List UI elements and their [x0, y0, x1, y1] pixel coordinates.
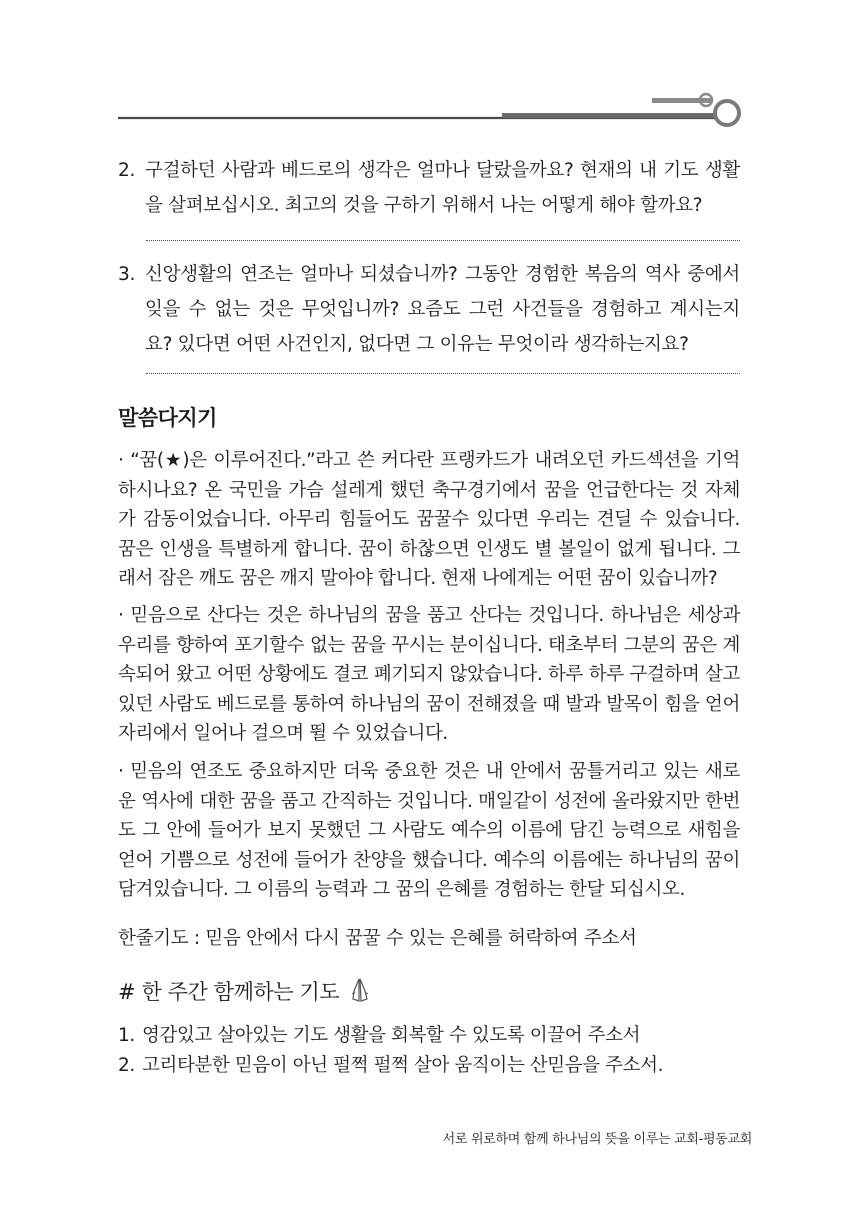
question-number: 2. — [118, 160, 136, 181]
list-item — [118, 1051, 740, 1081]
paragraph-1: · “꿈(★)은 이루어진다.”라고 쓴 커다란 프랭카드가 내려오던 카드섹션을 기억하시나요? 온 국민을 가슴 설레게 했던 축구경기에서 꿈을 언급한다는 것 자체가 감동이었습니다. 아무리 힘들어도 꿈꿀수 있다면 우리는 견딜 수 있습니다. 꿈은 인생을 특별하게 합니다. 꿈이 하찮으면 인생도 별 볼일이 없게 됩니다. 그래서 잠은 깨도 꿈은 깨지 말아야 합니다. 현재 나에게는 어떤 꿈이 있습니까? — [118, 450, 740, 589]
question-text: 구걸하던 사람과 베드로의 생각은 얼마나 달랐을까요? 현재의 내 기도 생활을 살펴보십시오. 최고의 것을 구하기 위해서 나는 어떻게 해야 할까요? — [145, 160, 740, 216]
question-2 — [118, 153, 740, 223]
praying-hands-icon — [350, 977, 370, 1003]
question-text: 신앙생활의 연조는 얼마나 되셨습니까? 그동안 경험한 복음의 역사 중에서 잊을 수 없는 것은 무엇입니까? 요즘도 그런 사건들을 경험하고 계시는지요? 있다면 어떤 사건인지, 없다면 그 이유는 무엇이라 생각하는지요? — [145, 264, 740, 355]
week-prayer-title — [118, 976, 370, 1006]
answer-line — [146, 373, 740, 374]
question-number: 3. — [118, 264, 136, 285]
question-3 — [118, 257, 740, 362]
answer-line — [146, 240, 740, 241]
one-line-prayer: 한줄기도 : 믿음 안에서 다시 꿈꿀 수 있는 은혜를 허락하여 주소서 — [118, 928, 637, 949]
paragraph-3: · 믿음의 연조도 중요하지만 더욱 중요한 것은 내 안에서 꿈틀거리고 있는 새로운 역사에 대한 꿈을 품고 간직하는 것입니다. 매일같이 성전에 올라왔지만 한번도 그 안에 들어가 보지 못했던 그 사람도 예수의 이름에 담긴 능력으로 새힘을 얻어 기쁨으로 성전에 들어가 찬양을 했습니다. 예수의 이름에는 하나님의 꿈이 담겨있습니다. 그 이름의 능력과 그 꿈의 은혜를 경험하는 한달 되십시오. — [118, 761, 740, 900]
paragraph-2: · 믿음으로 산다는 것은 하나님의 꿈을 품고 산다는 것입니다. 하나님은 세상과 우리를 향하여 포기할수 없는 꿈을 꾸시는 분이십니다. 태초부터 그분의 꿈은 계속되어 왔고 어떤 상황에도 결코 폐기되지 않았습니다. 하루 하루 구걸하며 살고 있던 사람도 베드로를 통하여 하나님의 꿈이 전해졌을 때 발과 발목이 힘을 얻어 자리에서 일어나 걸으며 뛸 수 있었습니다. — [118, 605, 740, 744]
list-item-text: 영감있고 살아있는 기도 생활을 회복할 수 있도록 이끌어 주소서 — [142, 1025, 641, 1046]
list-item-number: 2. — [118, 1055, 135, 1076]
footer-church-motto: 서로 위로하며 함께 하나님의 뜻을 이루는 교회-평동교회 — [442, 1132, 752, 1147]
header-rule-decoration — [0, 0, 860, 140]
list-item-number: 1. — [118, 1025, 135, 1046]
list-item-text: 고리타분한 믿음이 아닌 펄쩍 펄쩍 살아 움직이는 산믿음을 주소서. — [142, 1055, 664, 1076]
week-prayer-list — [118, 1021, 740, 1081]
list-item — [118, 1021, 740, 1051]
section-title: 말씀다지기 — [118, 406, 217, 430]
week-prayer-title-text: # 한 주간 함께하는 기도 — [118, 980, 340, 1004]
